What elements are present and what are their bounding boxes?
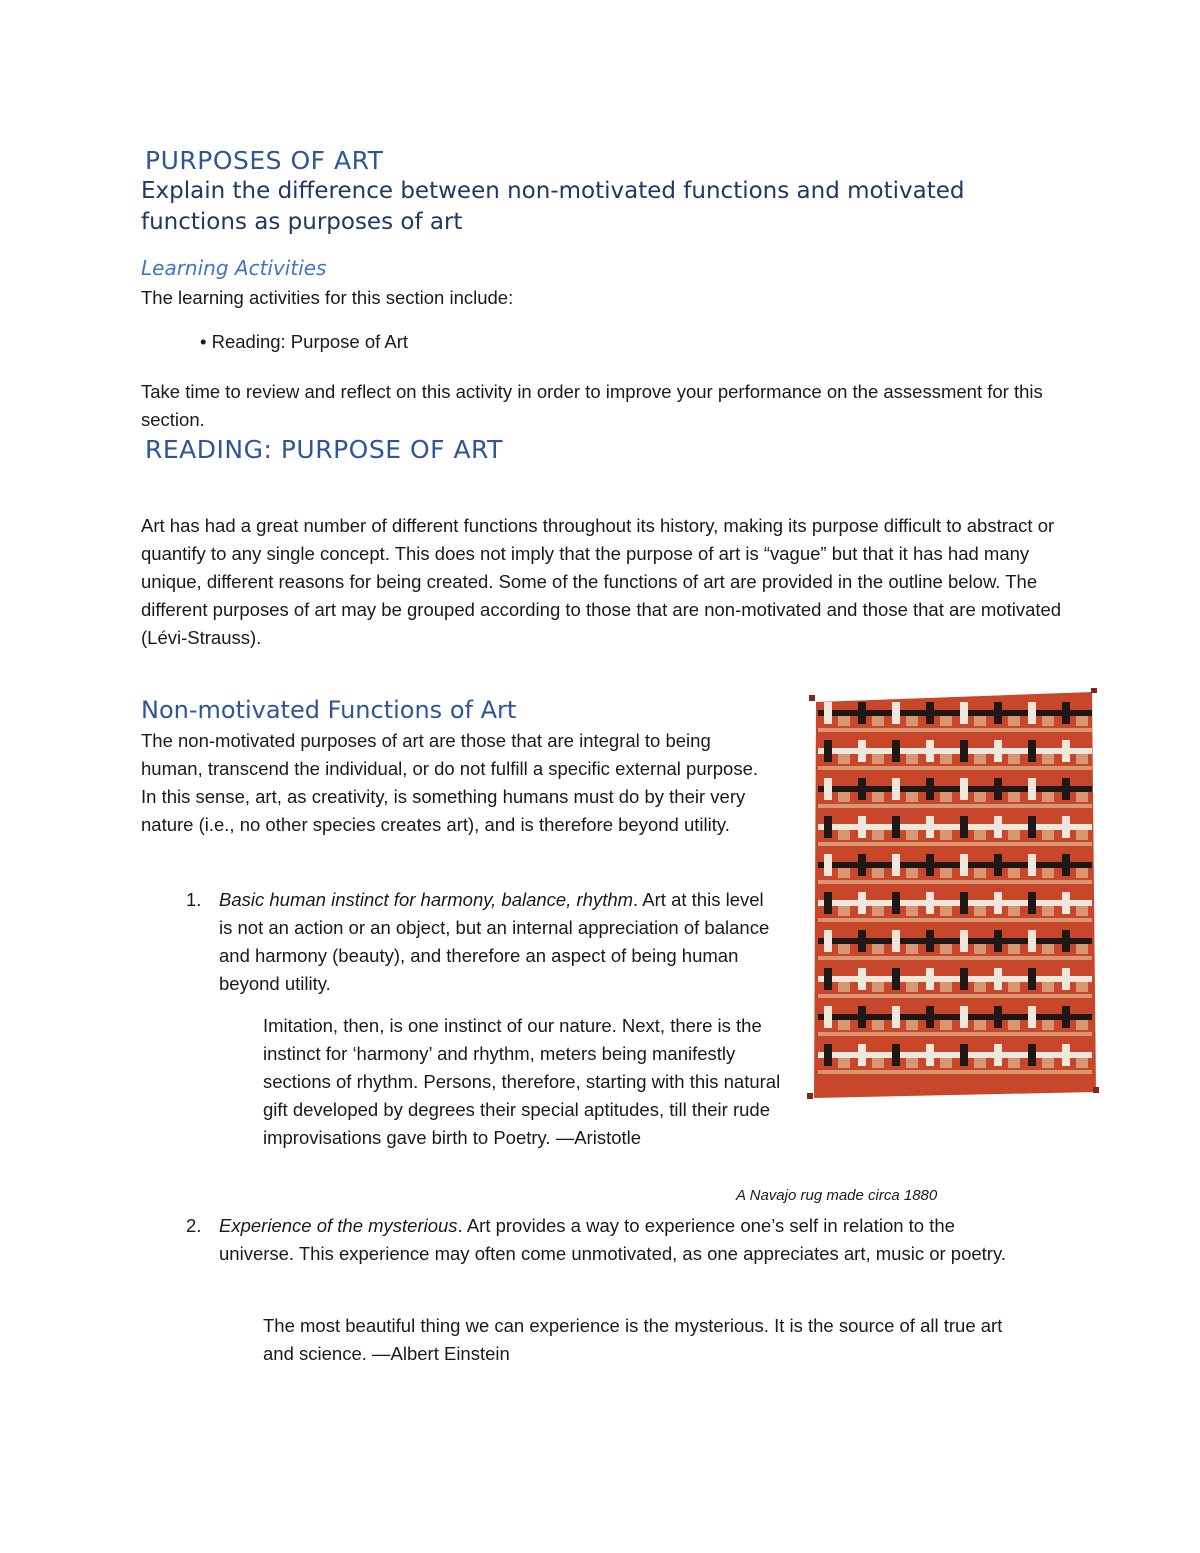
list-number-2: 2. — [186, 1215, 202, 1236]
navajo-rug-graphic — [806, 688, 1102, 1106]
rug-diamond — [838, 944, 850, 954]
rug-diamond — [1042, 1020, 1054, 1030]
rug-block — [1028, 854, 1036, 876]
rug-block — [926, 930, 934, 952]
rug-block — [1028, 778, 1036, 800]
rug-diamond — [1042, 716, 1054, 726]
rug-diamond — [1076, 792, 1088, 802]
rug-block — [824, 740, 832, 762]
rug-block — [858, 740, 866, 762]
list-item-2-title: Experience of the mysterious — [219, 1215, 458, 1236]
rug-diamond — [1076, 830, 1088, 840]
rug-block — [926, 1006, 934, 1028]
rug-diamond — [872, 944, 884, 954]
reading-paragraph: Art has had a great number of different functions throughout its history, making its purpose difficult to abstract or quantify to any single concept. This does not imply that the purpose of art is “vague” but that it has had many unique, different reasons for being created. Some of the functions of art are provided in the outline below. The different purposes of art may be grouped according to those that are non-motivated and those that are motivated (Lévi-Strauss). — [141, 515, 1062, 648]
rug-block — [858, 1044, 866, 1066]
rug-block — [994, 1006, 1002, 1028]
rug-diamond — [906, 792, 918, 802]
rug-block — [1028, 816, 1036, 838]
rug-diamond — [872, 830, 884, 840]
rug-block — [892, 816, 900, 838]
rug-block — [1062, 930, 1070, 952]
rug-block — [892, 778, 900, 800]
rug-diamond — [872, 754, 884, 764]
rug-diamond — [940, 944, 952, 954]
list-item-2 — [219, 1212, 1019, 1268]
rug-block — [994, 854, 1002, 876]
rug-block — [994, 702, 1002, 724]
rug-diamond — [906, 868, 918, 878]
rug-diamond — [1008, 716, 1020, 726]
rug-block — [994, 778, 1002, 800]
rug-diamond — [1042, 754, 1054, 764]
rug-diamond — [872, 906, 884, 916]
rug-block — [824, 854, 832, 876]
rug-diamond — [940, 1020, 952, 1030]
rug-diamond — [1042, 830, 1054, 840]
list-item-2-text: . Art provides a way to experience one’s self in relation to the universe. This experience may often come unmotivated, as one appreciates art, music or poetry. — [219, 1215, 1006, 1264]
rug-stripe — [818, 994, 1092, 998]
rug-block — [858, 854, 866, 876]
rug-block — [824, 778, 832, 800]
rug-diamond — [1042, 944, 1054, 954]
rug-block — [1028, 1006, 1036, 1028]
rug-diamond — [1008, 792, 1020, 802]
aristotle-quote: Imitation, then, is one instinct of our nature. Next, there is the instinct for ‘harmony’ and rhythm, meters being manifestly sections of rhythm. Persons, therefore, starting with this natural gift developed by degrees their special aptitudes, till their rude improvisations gave birth to Poetry. —Aristotle — [263, 1015, 781, 1148]
rug-diamond — [1076, 982, 1088, 992]
rug-block — [960, 930, 968, 952]
rug-diamond — [940, 906, 952, 916]
rug-diamond — [838, 906, 850, 916]
rug-block — [960, 892, 968, 914]
page-title: PURPOSES OF ART — [145, 146, 384, 175]
rug-block — [960, 1006, 968, 1028]
rug-block — [926, 816, 934, 838]
rug-diamond — [1008, 1058, 1020, 1068]
rug-diamond — [906, 830, 918, 840]
rug-block — [892, 892, 900, 914]
rug-diamond — [872, 716, 884, 726]
rug-block — [858, 778, 866, 800]
rug-diamond — [1076, 1058, 1088, 1068]
rug-block — [960, 1044, 968, 1066]
rug-diamond — [940, 982, 952, 992]
rug-tassel — [807, 1093, 813, 1099]
rug-diamond — [872, 1020, 884, 1030]
rug-diamond — [974, 982, 986, 992]
rug-diamond — [1076, 944, 1088, 954]
rug-block — [994, 740, 1002, 762]
rug-diamond — [838, 716, 850, 726]
navajo-rug-image — [806, 688, 1102, 1106]
rug-block — [926, 778, 934, 800]
rug-block — [960, 778, 968, 800]
rug-diamond — [1008, 830, 1020, 840]
rug-block — [1062, 702, 1070, 724]
rug-block — [892, 1044, 900, 1066]
rug-block — [824, 930, 832, 952]
rug-block — [1062, 778, 1070, 800]
rug-block — [824, 1044, 832, 1066]
rug-diamond — [1008, 982, 1020, 992]
rug-block — [892, 930, 900, 952]
rug-block — [1028, 930, 1036, 952]
rug-diamond — [1076, 754, 1088, 764]
rug-diamond — [940, 716, 952, 726]
rug-diamond — [940, 830, 952, 840]
rug-diamond — [1042, 868, 1054, 878]
learning-activities-heading: Learning Activities — [141, 256, 327, 280]
rug-tassel — [1091, 688, 1097, 693]
rug-diamond — [838, 754, 850, 764]
rug-block — [926, 702, 934, 724]
rug-block — [994, 930, 1002, 952]
rug-diamond — [1076, 906, 1088, 916]
rug-block — [994, 1044, 1002, 1066]
rug-block — [960, 854, 968, 876]
rug-diamond — [1076, 868, 1088, 878]
rug-block — [858, 816, 866, 838]
rug-block — [1062, 1006, 1070, 1028]
rug-block — [926, 968, 934, 990]
rug-block — [892, 854, 900, 876]
rug-diamond — [872, 1058, 884, 1068]
rug-diamond — [1008, 868, 1020, 878]
rug-stripe — [818, 804, 1092, 808]
rug-block — [960, 740, 968, 762]
rug-block — [824, 816, 832, 838]
rug-diamond — [1008, 906, 1020, 916]
rug-block — [926, 740, 934, 762]
rug-block — [858, 702, 866, 724]
rug-block — [824, 1006, 832, 1028]
rug-stripe — [818, 956, 1092, 960]
rug-diamond — [906, 1020, 918, 1030]
rug-diamond — [1076, 716, 1088, 726]
rug-block — [994, 968, 1002, 990]
rug-diamond — [1076, 1020, 1088, 1030]
figure-caption: A Navajo rug made circa 1880 — [736, 1187, 938, 1204]
rug-diamond — [838, 868, 850, 878]
rug-block — [1062, 1044, 1070, 1066]
rug-diamond — [906, 754, 918, 764]
rug-diamond — [838, 792, 850, 802]
rug-diamond — [940, 792, 952, 802]
objective-heading: Explain the difference between non-motivated functions and motivated functions as purposes of art — [141, 178, 965, 235]
rug-diamond — [974, 830, 986, 840]
rug-stripe — [818, 1032, 1092, 1036]
rug-block — [858, 1006, 866, 1028]
rug-block — [1028, 968, 1036, 990]
rug-diamond — [872, 792, 884, 802]
rug-block — [1062, 892, 1070, 914]
rug-block — [1062, 740, 1070, 762]
list-item-1-text: . Art at this level is not an action or an object, but an internal appreciation of balance and harmony (beauty), and therefore an aspect of being human beyond utility. — [219, 889, 770, 994]
rug-diamond — [872, 982, 884, 992]
rug-diamond — [838, 1020, 850, 1030]
rug-block — [892, 740, 900, 762]
rug-block — [960, 968, 968, 990]
rug-diamond — [974, 868, 986, 878]
rug-block — [1062, 968, 1070, 990]
rug-diamond — [906, 716, 918, 726]
reading-heading: READING: PURPOSE OF ART — [145, 435, 503, 464]
rug-stripe — [818, 728, 1092, 732]
rug-block — [1062, 854, 1070, 876]
rug-diamond — [940, 754, 952, 764]
rug-diamond — [872, 868, 884, 878]
rug-block — [994, 892, 1002, 914]
rug-block — [926, 854, 934, 876]
rug-diamond — [974, 1020, 986, 1030]
rug-block — [1062, 816, 1070, 838]
list-number-1: 1. — [186, 889, 202, 910]
rug-diamond — [838, 830, 850, 840]
rug-stripe — [818, 918, 1092, 922]
rug-diamond — [1008, 1020, 1020, 1030]
rug-block — [1028, 892, 1036, 914]
rug-diamond — [1008, 754, 1020, 764]
rug-stripe — [818, 842, 1092, 846]
rug-diamond — [974, 906, 986, 916]
rug-diamond — [906, 1058, 918, 1068]
rug-block — [858, 892, 866, 914]
rug-diamond — [838, 1058, 850, 1068]
rug-diamond — [940, 1058, 952, 1068]
rug-block — [960, 816, 968, 838]
reflect-paragraph: Take time to review and reflect on this activity in order to improve your performance on the assessment for this section. — [141, 381, 1043, 430]
rug-diamond — [906, 944, 918, 954]
rug-block — [824, 968, 832, 990]
rug-tassel — [809, 695, 815, 701]
rug-diamond — [974, 716, 986, 726]
rug-diamond — [1008, 944, 1020, 954]
rug-block — [1028, 702, 1036, 724]
learning-intro: The learning activities for this section include: — [141, 287, 514, 308]
rug-diamond — [974, 944, 986, 954]
rug-diamond — [974, 1058, 986, 1068]
rug-stripe — [818, 880, 1092, 884]
rug-block — [892, 702, 900, 724]
rug-block — [1028, 1044, 1036, 1066]
rug-block — [824, 702, 832, 724]
rug-block — [892, 968, 900, 990]
rug-block — [1028, 740, 1036, 762]
list-item-1 — [219, 886, 779, 998]
rug-block — [960, 702, 968, 724]
rug-block — [994, 816, 1002, 838]
rug-diamond — [1042, 982, 1054, 992]
rug-block — [858, 930, 866, 952]
rug-block — [858, 968, 866, 990]
rug-block — [892, 1006, 900, 1028]
rug-block — [926, 1044, 934, 1066]
rug-stripe — [818, 1070, 1092, 1074]
rug-block — [824, 892, 832, 914]
rug-diamond — [1042, 792, 1054, 802]
einstein-quote: The most beautiful thing we can experience is the mysterious. It is the source of all true art and science. —Albert Einstein — [263, 1315, 1003, 1364]
rug-diamond — [1042, 906, 1054, 916]
rug-diamond — [940, 868, 952, 878]
rug-diamond — [1042, 1058, 1054, 1068]
rug-block — [926, 892, 934, 914]
rug-diamond — [974, 792, 986, 802]
rug-diamond — [974, 754, 986, 764]
rug-tassel — [1093, 1087, 1099, 1093]
nonmotivated-heading: Non-motivated Functions of Art — [141, 696, 517, 724]
list-item-1-title: Basic human instinct for harmony, balance, rhythm — [219, 889, 634, 910]
rug-diamond — [838, 982, 850, 992]
rug-diamond — [906, 982, 918, 992]
nonmotivated-paragraph: The non-motivated purposes of art are those that are integral to being human, transcend the individual, or do not fulfill a specific external purpose. In this sense, art, as creativity, is something humans must do by their very nature (i.e., no other species creates art), and is therefore beyond utility. — [141, 730, 759, 835]
rug-stripe — [818, 766, 1092, 770]
rug-diamond — [906, 906, 918, 916]
bullet-reading-item: • Reading: Purpose of Art — [200, 331, 409, 352]
